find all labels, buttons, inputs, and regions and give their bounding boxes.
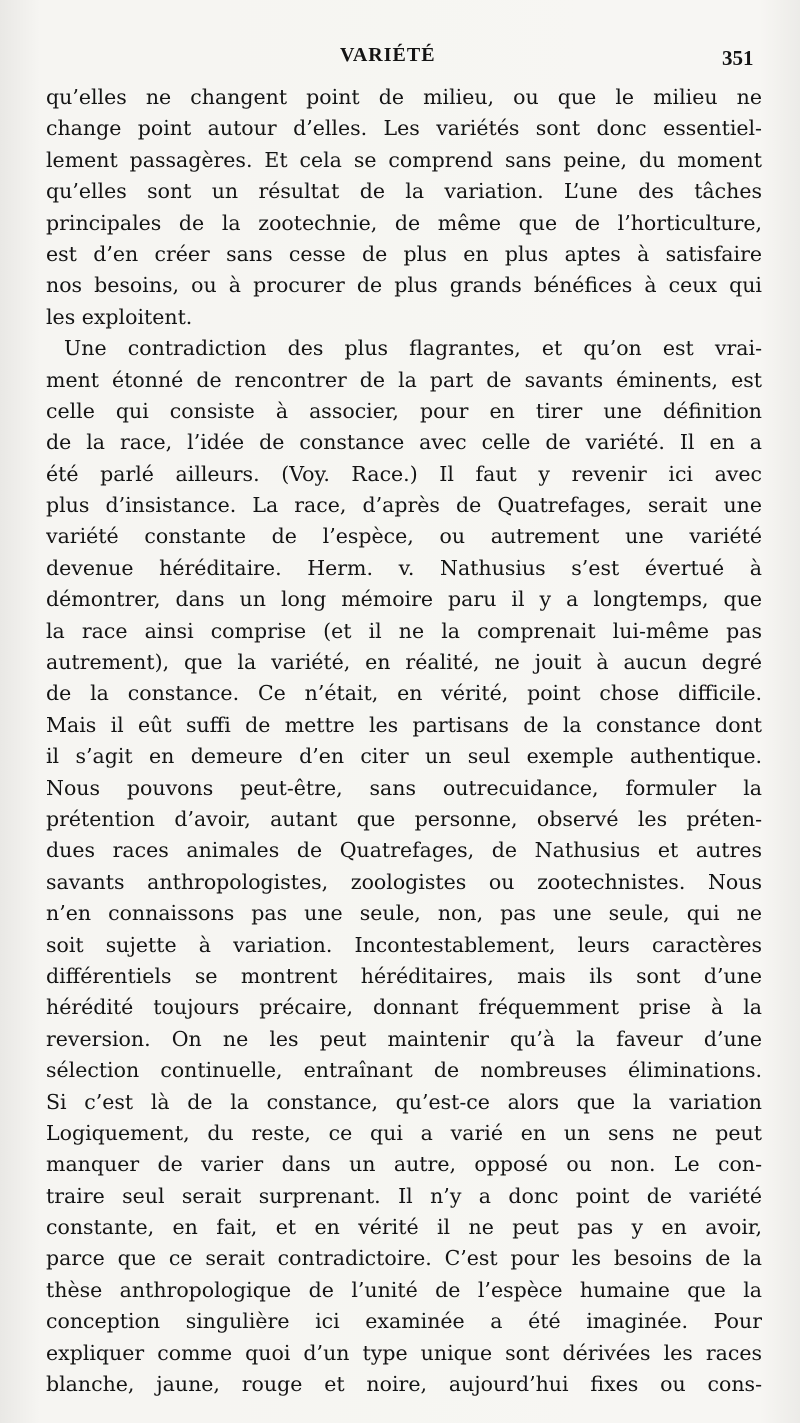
text-line: de la constance. Ce n’était, en vérité, point chose difficile. <box>46 681 762 706</box>
text-line: devenue héréditaire. Herm. v. Nathusius s’est évertué à <box>46 555 762 580</box>
text-line: Logiquement, du reste, ce qui a varié en un sens ne peut <box>46 1120 762 1145</box>
text-line: hérédité toujours précaire, donnant fréquemment prise à la <box>46 995 762 1020</box>
text-line: plus d’insistance. La race, d’après de Quatrefages, serait une <box>46 493 762 518</box>
text-line: savants anthropologistes, zoologistes ou zootechnistes. Nous <box>46 869 762 894</box>
text-line: lement passagères. Et cela se comprend sans peine, du moment <box>46 147 762 172</box>
text-line: expliquer comme quoi d’un type unique sont dérivées les races <box>46 1340 762 1365</box>
text-line: conception singulière ici examinée a été imaginée. Pour <box>46 1309 762 1334</box>
text-line: soit sujette à variation. Incontestablement, leurs caractères <box>46 932 762 957</box>
text-line: autrement), que la variété, en réalité, ne jouit à aucun degré <box>46 650 762 675</box>
text-line: est d’en créer sans cesse de plus en plus aptes à satisfaire <box>46 241 762 266</box>
running-head <box>0 44 800 74</box>
text-line: Mais il eût suffi de mettre les partisans de la constance dont <box>46 712 762 737</box>
text-line: principales de la zootechnie, de même que de l’horticulture, <box>46 210 762 235</box>
text-line: blanche, jaune, rouge et noire, aujourd’hui fixes ou cons- <box>46 1372 762 1397</box>
text-line: prétention d’avoir, autant que personne, observé les préten- <box>46 806 762 831</box>
text-line: change point autour d’elles. Les variétés sont donc essentiel- <box>46 116 762 141</box>
text-line: dues races animales de Quatrefages, de Nathusius et autres <box>46 838 762 863</box>
text-line: ment étonné de rencontrer de la part de savants éminents, est <box>46 367 762 392</box>
text-line: sélection continuelle, entraînant de nombreuses éliminations. <box>46 1058 762 1083</box>
text-line: Nous pouvons peut-être, sans outrecuidance, formuler la <box>46 775 762 800</box>
text-line: nos besoins, ou à procurer de plus grands bénéfices à ceux qui <box>46 273 762 298</box>
text-line: variété constante de l’espèce, ou autrement une variété <box>46 524 762 549</box>
text-line: manquer de varier dans un autre, opposé ou non. Le con- <box>46 1152 762 1177</box>
page-number: 351 <box>722 46 754 70</box>
text-line: n’en connaissons pas une seule, non, pas une seule, qui ne <box>46 901 762 926</box>
text-line: constante, en fait, et en vérité il ne peut pas y en avoir, <box>46 1215 762 1240</box>
text-line: de la race, l’idée de constance avec celle de variété. Il en a <box>46 430 762 455</box>
text-line: démontrer, dans un long mémoire paru il y a longtemps, que <box>46 587 762 612</box>
text-line: la race ainsi comprise (et il ne la comprenait lui-même pas <box>46 618 762 643</box>
text-line: thèse anthropologique de l’unité de l’espèce humaine que la <box>46 1277 762 1302</box>
running-title: VARIÉTÉ <box>340 44 436 66</box>
text-body <box>46 82 762 1400</box>
text-line: il s’agit en demeure d’en citer un seul exemple authentique. <box>46 744 762 769</box>
text-line: différentiels se montrent héréditaires, mais ils sont d’une <box>46 963 762 988</box>
text-line: celle qui consiste à associer, pour en tirer une définition <box>46 398 762 423</box>
text-line: Si c’est là de la constance, qu’est-ce alors que la variation <box>46 1089 762 1114</box>
paragraph-start-line: Une contradiction des plus flagrantes, et qu’on est vrai- <box>64 336 762 361</box>
text-line: été parlé ailleurs. (Voy. Race.) Il faut y revenir ici avec <box>46 461 762 486</box>
text-line: les exploitent. <box>46 304 193 329</box>
text-line: qu’elles sont un résultat de la variation. L’une des tâches <box>46 179 762 204</box>
text-line: traire seul serait surprenant. Il n’y a donc point de variété <box>46 1183 762 1208</box>
text-line: parce que ce serait contradictoire. C’est pour les besoins de la <box>46 1246 762 1271</box>
text-line: qu’elles ne changent point de milieu, ou que le milieu ne <box>46 85 762 109</box>
text-line: reversion. On ne les peut maintenir qu’à la faveur d’une <box>46 1026 762 1051</box>
